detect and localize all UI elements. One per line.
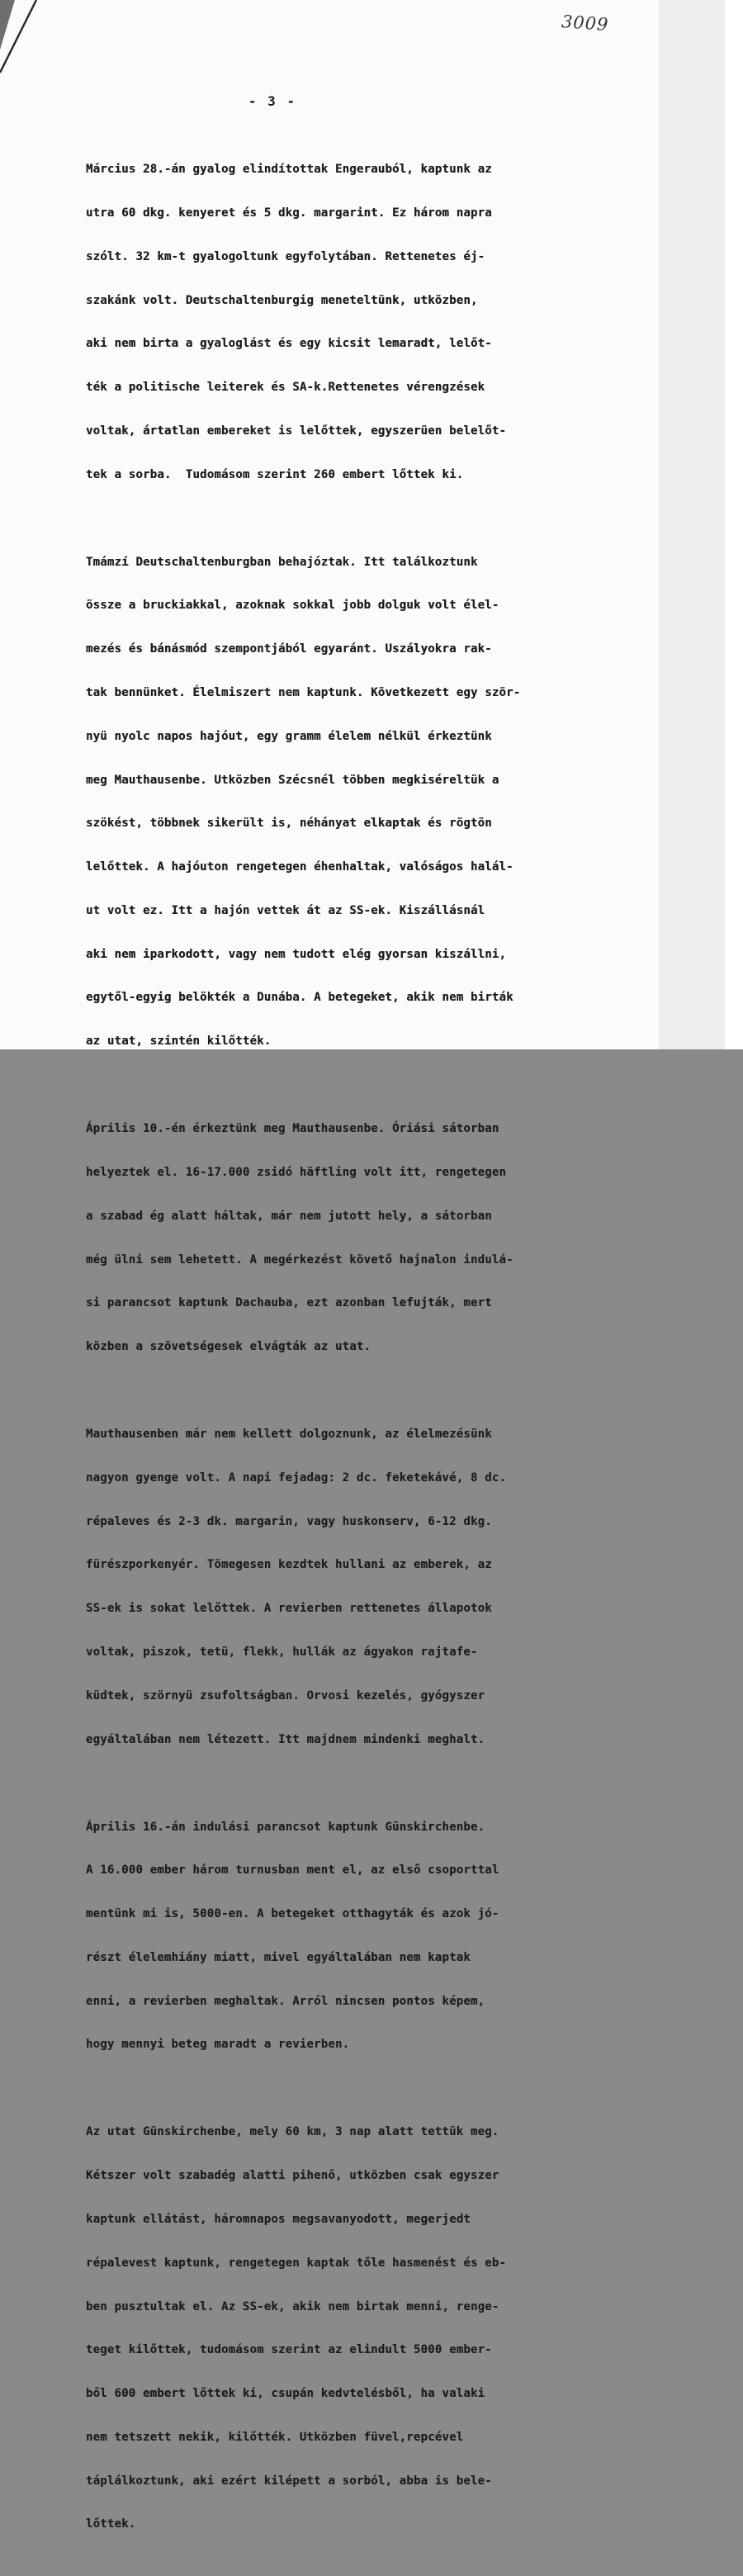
- text-line: az utat, szintén kilőtték.: [86, 1035, 272, 1049]
- text-line: ből 600 embert lőttek ki, csupán kedvtelésből, ha valaki: [86, 2387, 485, 2401]
- typewritten-body: [86, 134, 655, 2576]
- text-line: lelőttek. A hajóuton rengetegen éhenhaltak, valóságos halál-: [86, 860, 513, 874]
- paragraph: [86, 134, 655, 511]
- paragraph: [86, 1093, 655, 1384]
- text-line: szökést, többnek sikerült is, néhányat elkaptak és rögtön: [86, 817, 492, 831]
- text-line: szólt. 32 km-t gyalogoltunk egyfolytában. Rettenetes éj-: [86, 249, 485, 263]
- paragraph: [86, 1791, 655, 2081]
- text-line: voltak, ártatlan embereket is lelőttek, egyszerüen belelőt-: [86, 424, 507, 438]
- paragraph: [86, 1399, 655, 1776]
- page-fold-mark: [0, 0, 36, 74]
- text-line: meg Mauthausenbe. Utközben Szécsnél többen megkiséreltük a: [86, 773, 499, 787]
- text-line: utra 60 dkg. kenyeret és 5 dkg. margarint. Ez három napra: [86, 206, 492, 220]
- text-line: ut volt ez. Itt a hajón vettek át az SS-ek. Kiszállásnál: [86, 903, 485, 917]
- text-line: nagyon gyenge volt. A napi fejadag: 2 dc. feketekávé, 8 dc.: [86, 1470, 507, 1485]
- text-line: mentünk mi is, 5000-en. A betegeket otthagyták és azok jó-: [86, 1907, 499, 1921]
- text-line: Március 28.-án gyalog elindítottak Engerauból, kaptunk az: [86, 163, 492, 177]
- paragraph: [86, 526, 655, 1078]
- archive-number-annotation: 3009: [561, 12, 610, 35]
- text-line: nem tetszett nekik, kilőtték. Utközben füvel,repcével: [86, 2430, 464, 2444]
- text-line: mezés és bánásmód szempontjából egyaránt. Uszályokra rak-: [86, 642, 492, 656]
- text-line: teget kilőttek, tudomásom szerint az elindult 5000 ember-: [86, 2343, 492, 2357]
- text-line: Kétszer volt szabadég alatti pihenő, utközben csak egyszer: [86, 2169, 499, 2183]
- text-line: enni, a revierben meghaltak. Arról nincsen pontos képem,: [86, 1994, 485, 2008]
- text-line: répaleves és 2-3 dk. margarin, vagy huskonserv, 6-12 dkg.: [86, 1514, 492, 1528]
- text-line: si parancsot kaptunk Dachauba, ezt azonban lefujták, mert: [86, 1296, 492, 1310]
- text-line: hogy mennyi beteg maradt a revierben.: [86, 2038, 350, 2052]
- text-line: Tmámzí Deutschaltenburgban behajóztak. Itt találkoztunk: [86, 555, 478, 569]
- text-line: tak bennünket. Élelmiszert nem kaptunk. Következett egy ször-: [86, 685, 521, 699]
- text-line: aki nem iparkodott, vagy nem tudott elég gyorsan kiszállni,: [86, 947, 507, 961]
- text-line: nyü nyolc napos hajóut, egy gramm élelem nélkül érkeztünk: [86, 729, 492, 743]
- text-line: össze a bruckiakkal, azoknak sokkal jobb dolguk volt élel-: [86, 599, 499, 613]
- text-line: még ülni sem lehetett. A megérkezést követő hajnalon indulá-: [86, 1252, 513, 1267]
- scan-margin-edge: [725, 0, 743, 1049]
- text-line: Április 10.-én érkeztünk meg Mauthausenbe. Óriási sátorban: [86, 1122, 499, 1136]
- text-line: répalevest kaptunk, rengetegen kaptak tőle hasmenést és eb-: [86, 2256, 507, 2270]
- text-line: a szabad ég alatt háltak, már nem jutott hely, a sátorban: [86, 1209, 492, 1223]
- text-line: fürészporkenyér. Tömegesen kezdtek hullani az emberek, az: [86, 1558, 492, 1572]
- text-line: SS-ek is sokat lelőttek. A revierben rettenetes állapotok: [86, 1602, 492, 1616]
- text-line: részt élelemhiány miatt, mivel egyáltalában nem kaptak: [86, 1950, 471, 1964]
- text-line: kaptunk ellátást, háromnapos megsavanyodott, megerjedt: [86, 2212, 471, 2226]
- text-line: ben pusztultak el. Az SS-ek, akik nem birtak menni, renge-: [86, 2299, 499, 2313]
- text-line: táplálkoztunk, aki ezért kilépett a sorból, abba is bele-: [86, 2474, 492, 2488]
- text-line: egyáltalában nem létezett. Itt majdnem mindenki meghalt.: [86, 1732, 485, 1746]
- text-line: Mauthausenben már nem kellett dolgoznunk, az élelmezésünk: [86, 1428, 492, 1442]
- page-number: - 3 -: [248, 93, 297, 109]
- text-line: voltak, piszok, tetü, flekk, hullák az ágyakon rajtafe-: [86, 1645, 478, 1659]
- text-line: ték a politische leiterek és SA-k.Rettenetes vérengzések: [86, 381, 485, 395]
- text-line: A 16.000 ember három turnusban ment el, az első csoporttal: [86, 1863, 499, 1878]
- text-line: szakánk volt. Deutschaltenburgig meneteltünk, utközben,: [86, 293, 478, 307]
- text-line: Április 16.-án indulási parancsot kaptunk Günskirchenbe.: [86, 1820, 485, 1834]
- text-line: helyeztek el. 16-17.000 zsidó häftling volt itt, rengetegen: [86, 1165, 507, 1179]
- text-line: küdtek, szörnyü zsufoltságban. Orvosi kezelés, gyógyszer: [86, 1688, 485, 1702]
- paragraph: [86, 2096, 655, 2561]
- text-line: közben a szövetségesek elvágták az utat.: [86, 1340, 372, 1354]
- text-line: egytől-egyig belökték a Dunába. A betegeket, akik nem birták: [86, 991, 513, 1005]
- text-line: aki nem birta a gyaloglást és egy kicsit lemaradt, lelőt-: [86, 337, 492, 351]
- text-line: Az utat Günskirchenbe, mely 60 km, 3 nap alatt tettük meg.: [86, 2125, 499, 2139]
- text-line: tek a sorba. Tudomásom szerint 260 embert lőttek ki.: [86, 467, 464, 481]
- text-line: lőttek.: [86, 2517, 136, 2531]
